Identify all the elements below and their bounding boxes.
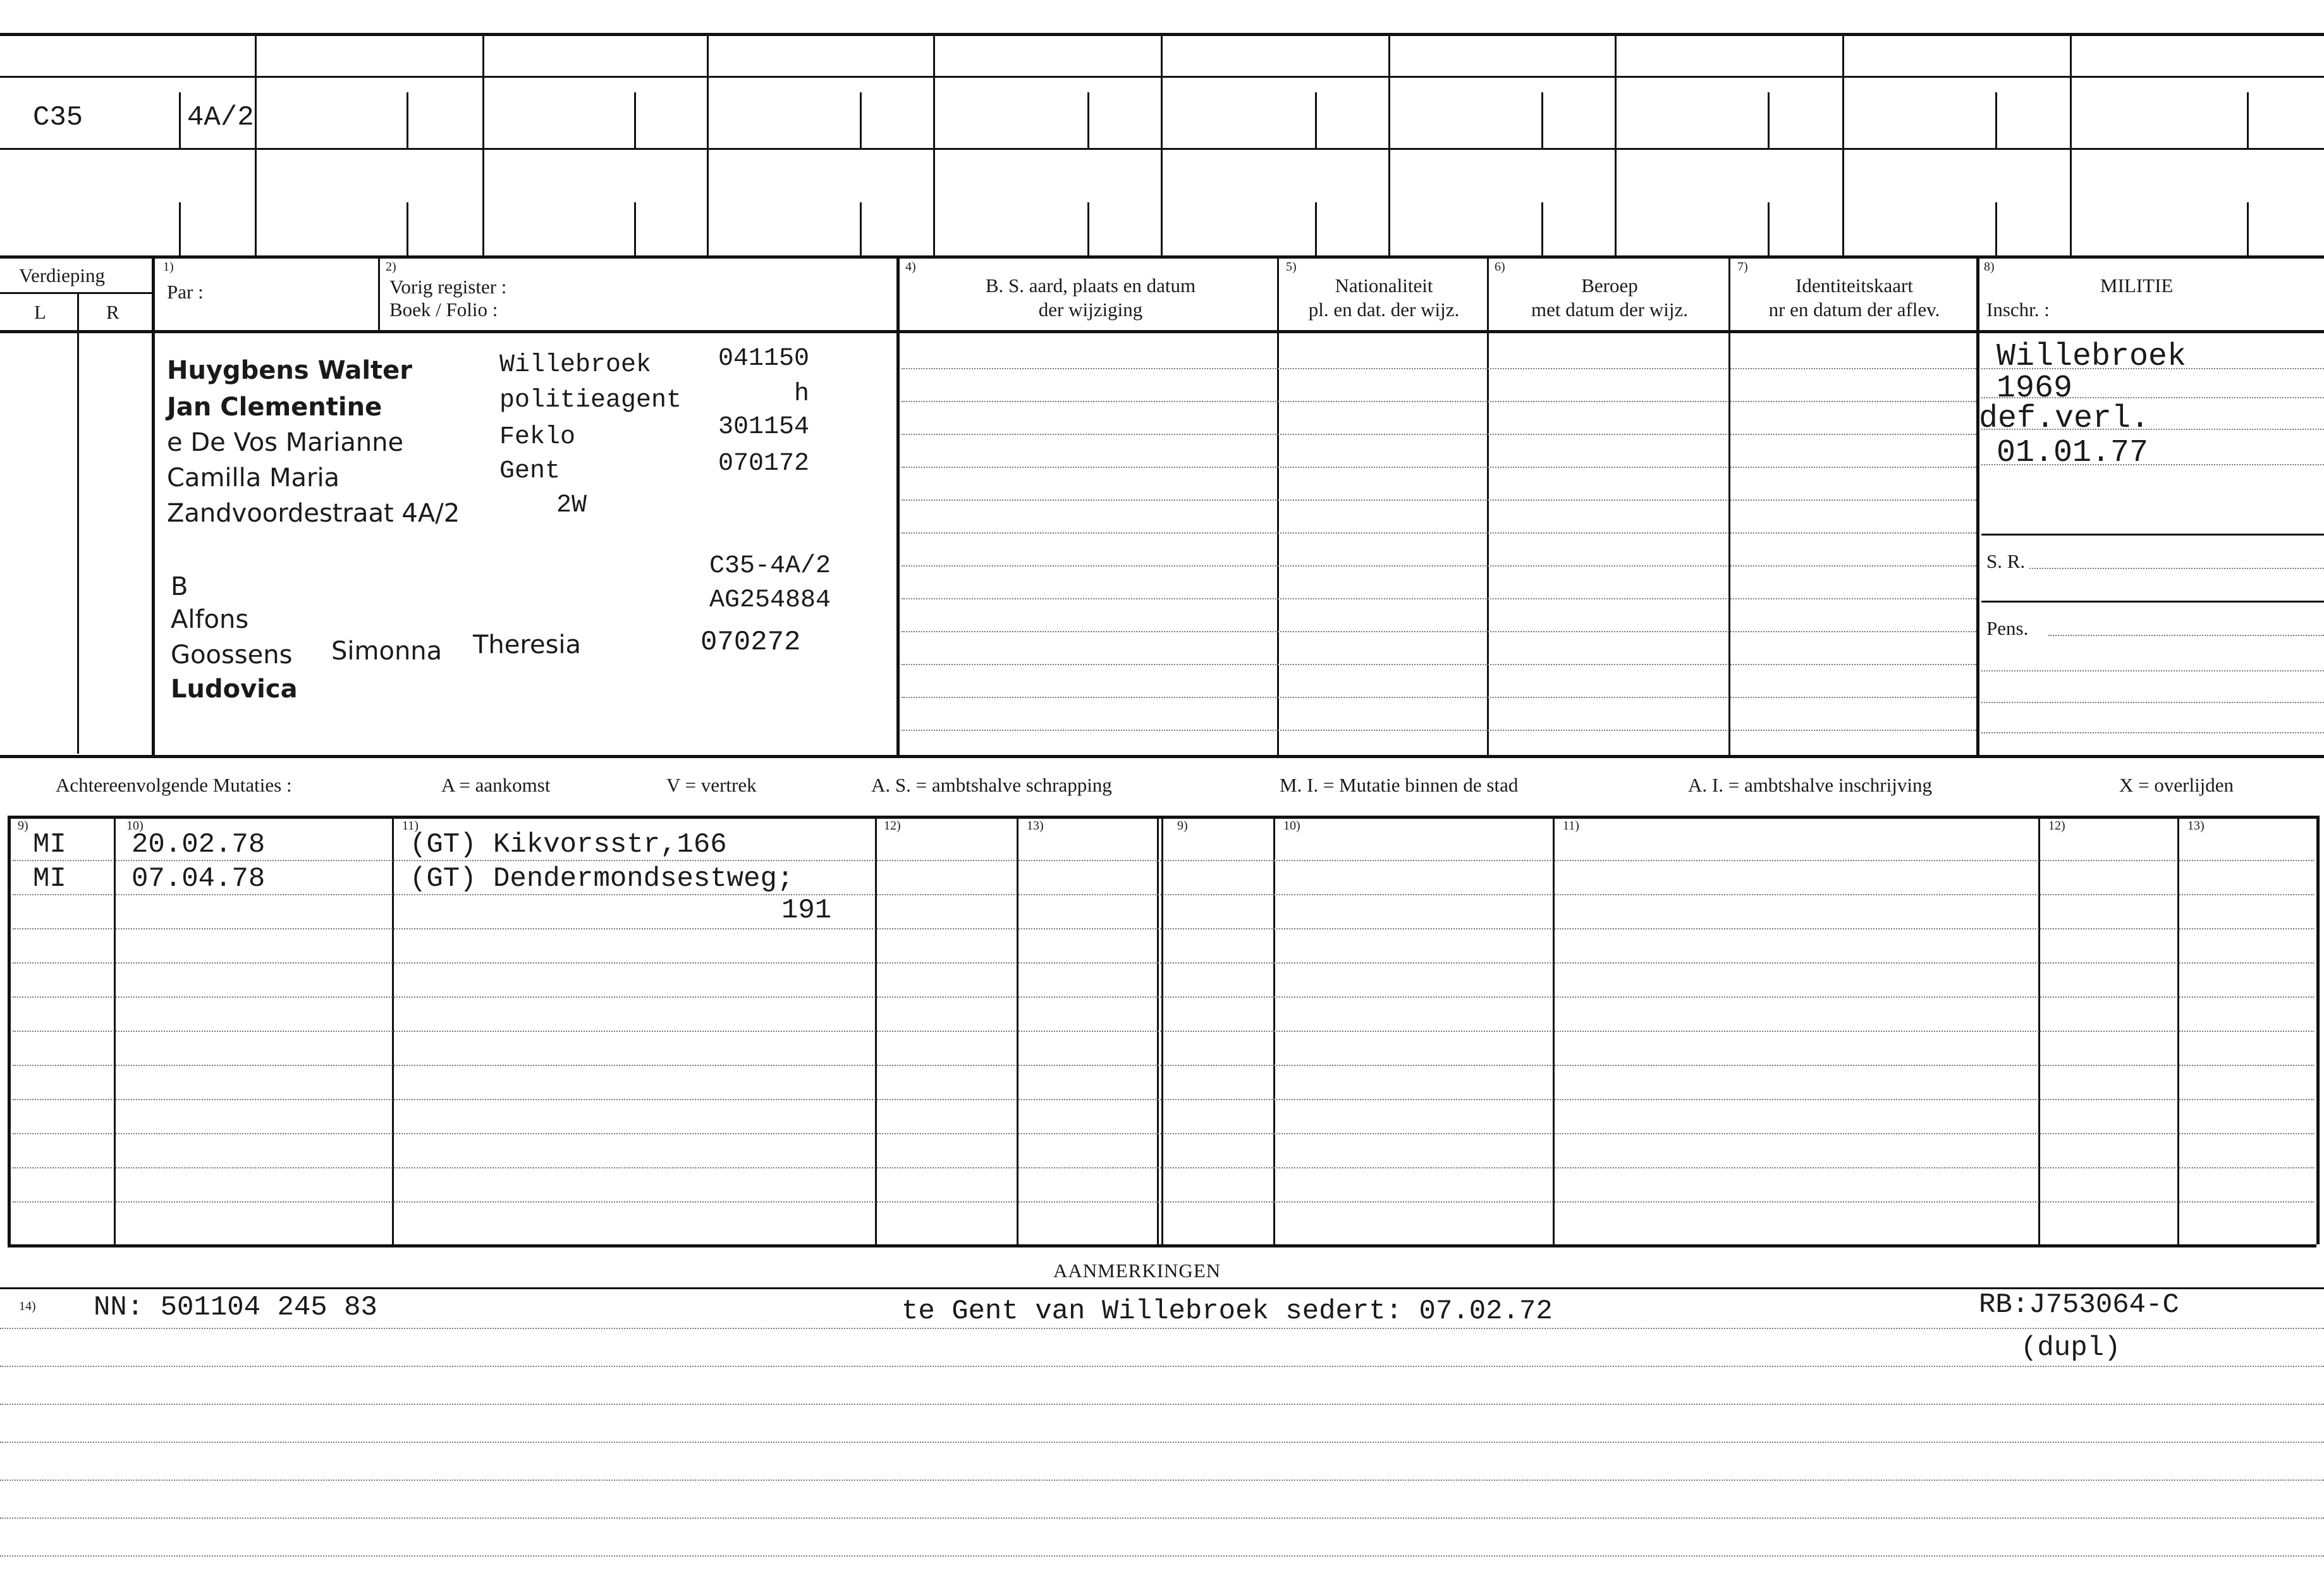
marriage-date: 070172 (718, 450, 810, 478)
mut-col-11b-number: 11) (1563, 819, 1579, 833)
mutation-row-line (13, 860, 2314, 861)
col-7-number: 7) (1737, 260, 1748, 274)
top-strip-subline (634, 202, 636, 255)
col-6-number: 6) (1495, 260, 1505, 274)
remarks-title: AANMERKINGEN (1053, 1259, 1221, 1282)
mut-col-13b-number: 13) (2187, 819, 2205, 833)
col-2-number: 2) (386, 260, 396, 274)
mutation-row-line (13, 1167, 2314, 1168)
b-marker: B (171, 572, 188, 601)
top-strip-vline (707, 33, 709, 255)
top-strip-subline (1541, 202, 1543, 255)
top-strip-subline (634, 92, 636, 148)
remarks-line (0, 1328, 2324, 1329)
top-strip-vline (1842, 33, 1844, 255)
col-4-border (896, 255, 900, 755)
identiteit-label-1: Identiteitskaart (1795, 274, 1913, 297)
top-strip-subline (860, 202, 862, 255)
remarks-number: 14) (19, 1299, 36, 1313)
mutations-vline (1273, 816, 1275, 1244)
vorig-register-label: Vorig register : (389, 276, 507, 298)
top-strip-vline (2070, 33, 2072, 255)
mutations-vline (1553, 816, 1555, 1244)
mutation-2-address-number: 191 (781, 895, 832, 926)
mutation-1-type: MI (33, 829, 66, 861)
militie-status: def.verl. (1979, 401, 2150, 437)
col-1-border (152, 255, 155, 755)
mut-col-12-number: 12) (884, 819, 901, 833)
mutations-vline (2316, 816, 2320, 1244)
mutations-vline (1017, 816, 1018, 1244)
left-label: L (34, 301, 46, 323)
top-strip-vline (1388, 33, 1390, 255)
militie-dotted-line (1981, 732, 2324, 733)
dotted-line (902, 401, 1976, 402)
mutations-vline (392, 816, 394, 1244)
mutation-2-address: (GT) Dendermondsestweg; (410, 863, 794, 895)
top-strip-vline (255, 33, 257, 255)
top-strip-subline (407, 202, 408, 255)
child-name: Alfons (171, 605, 249, 634)
address-code: 2W (556, 491, 587, 520)
remarks-line (0, 1555, 2324, 1557)
person-birthplace: Willebroek (499, 351, 652, 379)
mutation-row-line (13, 894, 2314, 895)
col-1-number: 1) (163, 260, 174, 274)
col-5-number: 5) (1286, 260, 1297, 274)
sr-dotted-line (2029, 568, 2324, 569)
mutation-2-type: MI (33, 863, 66, 895)
top-strip-subline (1315, 202, 1317, 255)
mutations-vline (114, 816, 116, 1244)
mut-col-10-number: 10) (126, 819, 144, 833)
identiteit-label-2: nr en datum der aflev. (1768, 298, 1940, 321)
parent-middlename: Theresia (473, 630, 582, 659)
bs-label-1: B. S. aard, plaats en datum (985, 274, 1196, 297)
top-address-code: 4A/2 (187, 102, 254, 133)
lr-divider (77, 292, 79, 754)
militie-divider (1981, 601, 2324, 603)
mut-col-9-number: 9) (18, 819, 28, 833)
person-profession: politieagent (499, 386, 682, 415)
top-strip-subline (1087, 92, 1089, 148)
mut-col-9b-number: 9) (1177, 819, 1188, 833)
militie-year: 1969 (1997, 371, 2073, 407)
dotted-line (902, 434, 1976, 435)
marriage-place: Gent (499, 457, 561, 486)
mutation-row-line (13, 962, 2314, 964)
legend-overlijden: X = overlijden (2119, 774, 2234, 796)
top-strip-vline (482, 33, 484, 255)
mutations-border-bottom (8, 1244, 2316, 1247)
mutation-row-line (13, 928, 2314, 929)
militie-date: 01.01.77 (1997, 435, 2149, 471)
remarks-line (0, 1442, 2324, 1443)
top-strip-subline (179, 92, 181, 148)
mutations-double-vline (1157, 816, 1163, 1244)
mutation-row-line (13, 1065, 2314, 1066)
militie-dotted-line (1981, 670, 2324, 671)
top-strip-subline (860, 92, 862, 148)
dotted-line (902, 598, 1976, 599)
top-strip-subline (1315, 92, 1317, 148)
address: Zandvoordestraat 4A/2 (167, 499, 460, 528)
legend-ambtshalve-schrapping: A. S. = ambtshalve schrapping (871, 774, 1112, 796)
sr-label: S. R. (1986, 550, 2026, 572)
mut-col-12b-number: 12) (2048, 819, 2065, 833)
dotted-line (902, 499, 1976, 501)
nationaliteit-label-2: pl. en dat. der wijz. (1308, 298, 1460, 321)
top-strip-subline (407, 92, 408, 148)
col-5-border (1277, 255, 1279, 755)
remarks-border-top (0, 1287, 2324, 1289)
pens-dotted-line (2048, 635, 2324, 636)
top-strip-subline (2247, 92, 2249, 148)
mut-col-11-number: 11) (402, 819, 419, 833)
top-strip-subline (1541, 92, 1543, 148)
top-strip-vline (933, 33, 935, 255)
mutations-vline (2038, 816, 2040, 1244)
remarks-line (0, 1404, 2324, 1405)
top-code: C35 (33, 102, 83, 133)
person-name-2: Jan Clementine (167, 393, 382, 422)
verdieping-label: Verdieping (19, 264, 106, 286)
top-strip-subline (1087, 202, 1089, 255)
dotted-line (902, 467, 1976, 468)
militie-dotted-line (1981, 702, 2324, 703)
militie-place: Willebroek (1997, 339, 2187, 375)
remarks-line (0, 1366, 2324, 1367)
top-strip-border-bottom (0, 255, 2324, 259)
col-8-number: 8) (1984, 260, 1995, 274)
spouse-birthdate: 301154 (718, 413, 810, 441)
mutation-row-line (13, 1099, 2314, 1100)
top-strip-vline (1161, 33, 1163, 255)
beroep-label-1: Beroep (1581, 274, 1638, 297)
nationaliteit-label-1: Nationaliteit (1335, 274, 1433, 297)
spouse-name-1: e De Vos Marianne (167, 428, 404, 457)
reference-code: C35-4A/2 (709, 552, 831, 580)
boek-folio-label: Boek / Folio : (389, 298, 498, 321)
id-reference: AG254884 (709, 586, 831, 615)
parent-surname: Goossens (171, 640, 293, 670)
dotted-line (902, 730, 1976, 731)
mut-col-10b-number: 10) (1283, 819, 1300, 833)
right-label: R (106, 301, 119, 323)
mutation-row-line (13, 1133, 2314, 1134)
militie-divider (1981, 534, 2324, 536)
bs-label-2: der wijziging (1038, 298, 1143, 321)
mutation-1-date: 20.02.78 (131, 829, 266, 861)
person-birthdate: 041150 (718, 345, 810, 373)
dotted-line (902, 532, 1976, 534)
mutation-row-line (13, 1201, 2314, 1203)
dotted-line (902, 565, 1976, 567)
body-border-bottom (0, 755, 2324, 758)
pens-label: Pens. (1986, 617, 2029, 639)
rb-number: RB:J753064-C (1979, 1289, 2179, 1321)
parent-firstname: Simonna (331, 637, 443, 666)
remarks-line (0, 1480, 2324, 1481)
person-name-1: Huygbens Walter (167, 356, 413, 385)
top-strip-subline (179, 202, 181, 255)
remarks-line (0, 1517, 2324, 1519)
militie-label: MILITIE (2100, 274, 2174, 297)
person-mark: h (794, 380, 810, 408)
legend-vertrek: V = vertrek (666, 774, 757, 796)
mutations-vline (8, 816, 11, 1244)
col-6-border (1487, 255, 1489, 755)
dotted-line (902, 664, 1976, 665)
dotted-line (902, 697, 1976, 698)
top-strip-subline (1995, 202, 1997, 255)
legend-title: Achtereenvolgende Mutaties : (56, 774, 292, 796)
mutations-vline (2177, 816, 2179, 1244)
header-border-bottom (0, 330, 2324, 333)
parent-name-2: Ludovica (171, 675, 298, 704)
top-strip-vline (1615, 33, 1617, 255)
mutations-vline (875, 816, 877, 1244)
spouse-birthplace: Feklo (499, 423, 576, 451)
parent-date: 070272 (700, 627, 801, 658)
legend-aankomst: A = aankomst (441, 774, 551, 796)
national-number: NN: 501104 245 83 (94, 1292, 377, 1323)
col-4-number: 4) (905, 260, 916, 274)
mutation-2-date: 07.04.78 (131, 863, 266, 895)
remarks-history: te Gent van Willebroek sedert: 07.02.72 (902, 1296, 1553, 1327)
par-label: Par : (167, 281, 204, 303)
top-strip-subline (2247, 202, 2249, 255)
legend-mutatie-binnen-stad: M. I. = Mutatie binnen de stad (1280, 774, 1519, 796)
mutation-row-line (13, 1031, 2314, 1032)
mutation-row-line (13, 996, 2314, 998)
duplicate-note: (dupl) (2021, 1332, 2121, 1364)
top-strip-subline (1768, 202, 1770, 255)
col-8-border (1976, 255, 1979, 755)
legend-ambtshalve-inschrijving: A. I. = ambtshalve inschrijving (1688, 774, 1932, 796)
beroep-label-2: met datum der wijz. (1531, 298, 1688, 321)
inschr-label: Inschr. : (1986, 298, 2050, 321)
mutation-1-address: (GT) Kikvorsstr,166 (410, 829, 727, 861)
col-7-border (1728, 255, 1730, 755)
spouse-name-2: Camilla Maria (167, 463, 340, 493)
dotted-line (902, 631, 1976, 632)
col-2-border (378, 255, 380, 330)
top-strip-subline (1768, 92, 1770, 148)
top-strip-subline (1995, 92, 1997, 148)
dotted-line (902, 368, 1976, 369)
mut-col-13-number: 13) (1027, 819, 1044, 833)
